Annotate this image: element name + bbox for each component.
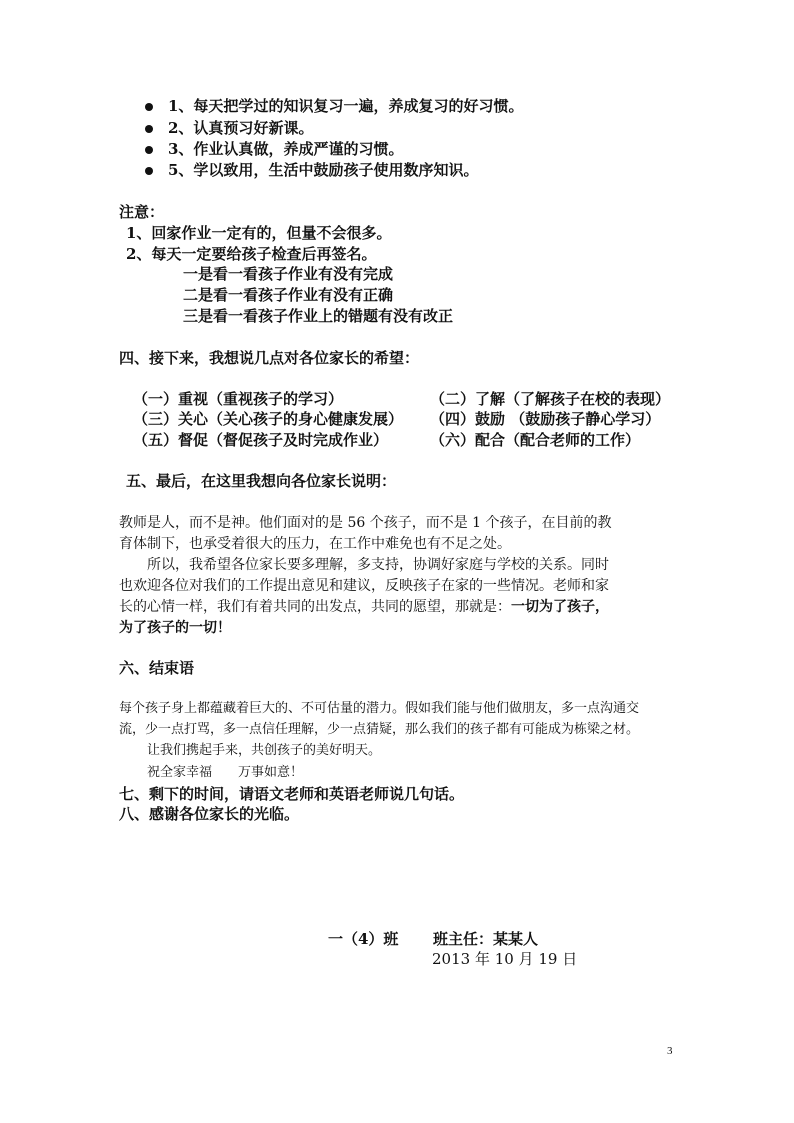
body-text: 也欢迎各位对我们的工作提出意见和建议，反映孩子在家的一些情况。老师和家	[119, 578, 609, 594]
date: 2013 年 10 月 19 日	[432, 950, 578, 968]
body-text: 让我们携起手来，共创孩子的美好明天。	[147, 743, 382, 758]
body-text: 教师是人，而不是神。他们面对的是 56 个孩子，而不是 1 个孩子，在目前的教	[119, 515, 612, 531]
bullet-icon	[145, 103, 153, 111]
body-text: 长的心情一样，我们有着共同的出发点，共同的愿望，那就是：	[119, 599, 511, 615]
habit-item: 3、作业认真做，养成严谨的习惯。	[168, 140, 404, 158]
hope-item: （六）配合（配合老师的工作）	[430, 431, 641, 449]
habit-item: 5、学以致用，生活中鼓励孩子使用数序知识。	[168, 161, 479, 179]
check-item: 三是看一看孩子作业上的错题有没有改正	[183, 307, 454, 325]
class-name: 一（4）班	[328, 930, 399, 948]
body-text-line	[119, 598, 609, 617]
body-text: 流，少一点打骂，多一点信任理解，少一点猜疑，那么我们的孩子都有可能成为栋梁之材。	[119, 722, 640, 737]
page-number: 3	[667, 1045, 673, 1057]
wish-left: 祝全家幸福	[147, 765, 213, 780]
wish-right: 万事如意！	[238, 765, 304, 780]
check-item: 二是看一看孩子作业有没有正确	[183, 286, 394, 304]
teacher-name: 班主任：某某人	[433, 930, 539, 948]
body-text: 育体制下，也承受着很大的压力，在工作中难免也有不足之处。	[119, 536, 511, 552]
section-heading: 七、剩下的时间，请语文老师和英语老师说几句话。	[119, 785, 465, 803]
note-item: 1、回家作业一定有的，但量不会很多。	[126, 224, 392, 242]
bullet-icon	[145, 146, 153, 154]
hope-item: （二）了解（了解孩子在校的表现）	[430, 390, 671, 408]
habit-item: 1、每天把学过的知识复习一遍，养成复习的好习惯。	[168, 97, 524, 115]
body-text: 每个孩子身上都蕴藏着巨大的、不可估量的潜力。假如我们能与他们做朋友，多一点沟通交	[119, 701, 640, 716]
bullet-icon	[145, 167, 153, 175]
hope-item: （四）鼓励 （鼓励孩子静心学习）	[430, 410, 661, 428]
check-item: 一是看一看孩子作业有没有完成	[183, 265, 394, 283]
emphasis-text: 一切为了孩子，	[511, 599, 609, 615]
section-heading: 五、最后，在这里我想向各位家长说明：	[126, 472, 397, 490]
bullet-icon	[145, 125, 153, 133]
hope-item: （三）关心（关心孩子的身心健康发展）	[133, 410, 404, 428]
section-heading: 四、接下来，我想说几点对各位家长的希望：	[119, 349, 420, 367]
section-heading: 八、感谢各位家长的光临。	[119, 805, 300, 823]
notes-heading: 注意：	[119, 203, 165, 221]
hope-item: （一）重视（重视孩子的学习）	[133, 390, 344, 408]
emphasis-text: 为了孩子的一切！	[119, 620, 231, 636]
hope-item: （五）督促（督促孩子及时完成作业）	[133, 431, 389, 449]
body-text: 所以，我希望各位家长要多理解，多支持，协调好家庭与学校的关系。同时	[147, 557, 609, 573]
note-item: 2、每天一定要给孩子检查后再签名。	[126, 245, 377, 263]
habit-item: 2、认真预习好新课。	[168, 119, 314, 137]
section-heading: 六、结束语	[119, 659, 195, 677]
